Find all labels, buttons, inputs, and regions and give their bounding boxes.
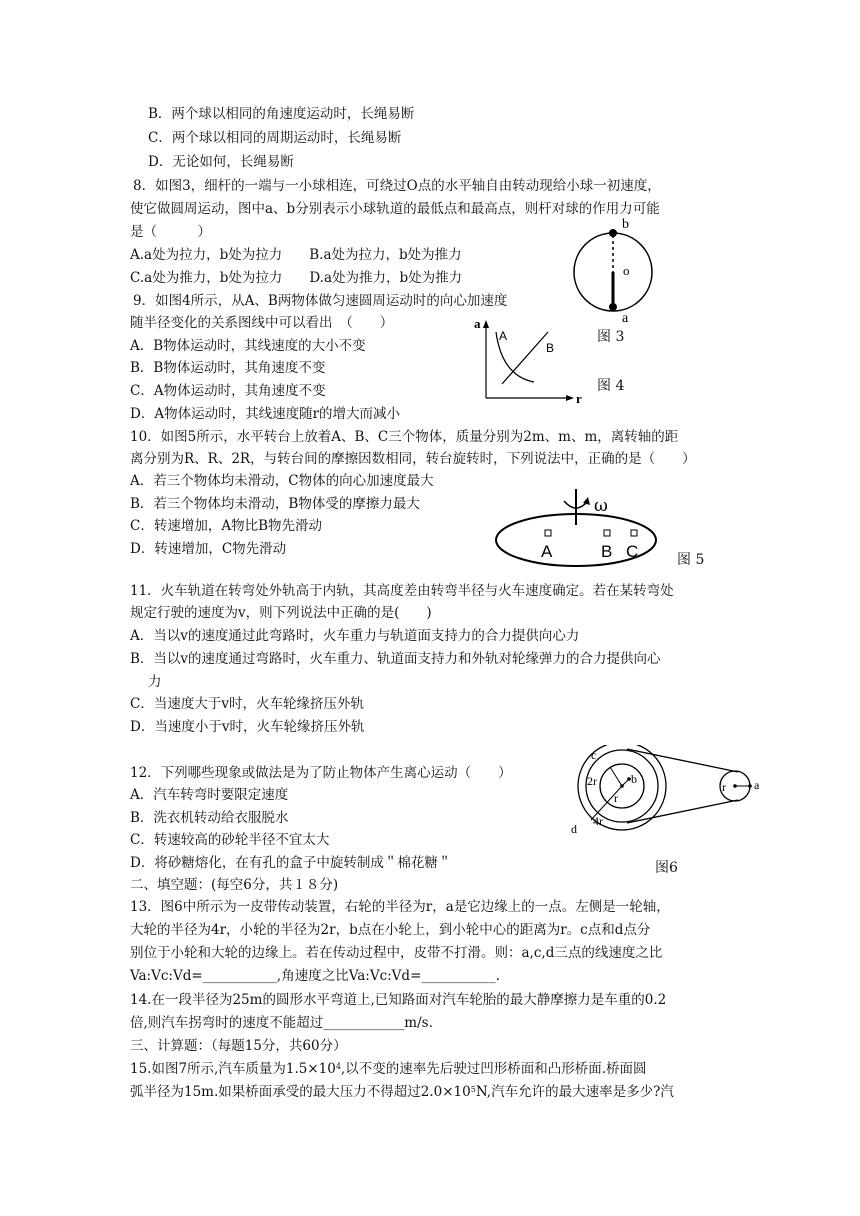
q13-line-2: 大轮的半径为4r，小轮的半径为2r，b点在小轮上，到小轮中心的距离为r。c点和d点分 [130,922,651,938]
ball-bottom [609,303,617,311]
label-4r: 4r [593,814,603,828]
y-axis-arrow [483,320,489,328]
radius-r-line [622,779,629,786]
q12-line-1: 12．下列哪些现象或做法是为了防止物体产生离心运动（ ） [130,765,512,781]
q9-line-2: 随半径变化的关系图线中可以看出 （ ） [130,315,394,331]
figure-3 [560,212,670,332]
q15-line-2-text-b: N,汽车允许的最大速率是多少?汽 [475,1084,674,1100]
rotation-arrow-head [583,497,590,505]
q13-line-4: Va:Vc:Vd=___________,角速度之比Va:Vc:Vd=___________. [130,968,500,984]
q7-option-d: D．无论如何，长绳易断 [148,154,294,170]
q10-option-d: D．转速增加，C物先滑动 [130,541,287,557]
figure-4 [466,316,586,410]
q11-option-b-2: 力 [148,674,162,690]
q8-options-cd: C.a处为推力，b处为拉力 D.a处为推力，b处为推力 [130,270,463,286]
q13-line-1: 13．图6中所示为一皮带传动装置，右轮的半径为r，a是它边缘上的一点。左侧是一轮轴， [130,899,670,915]
object-c-label: C [626,542,639,561]
label-b: b [622,217,629,232]
figure-5 [494,485,664,571]
q7-option-c: C．两个球以相同的周期运动时，长绳易断 [148,130,402,146]
section-3-heading: 三、计算题：（每题15分，共60分） [130,1038,347,1054]
q8-options-ab: A.a处为拉力，b处为拉力 B.a处为拉力，b处为推力 [130,247,462,263]
axis-label-a: a [474,316,481,331]
q11-option-c: C．当速度大于v时，火车轮缘挤压外轨 [130,696,364,712]
q10-option-c: C．转速增加，A物比B物先滑动 [130,518,322,534]
q9-line-1: 9．如图4所示，从A、B两物体做匀速圆周运动时的向心加速度 [133,293,508,309]
label-o: o [623,263,630,278]
q15-exponent-1: 4 [335,1062,341,1071]
q15-line-1-text-b: ,以不变的速率先后驶过凹形桥面和凸形桥面.桥面圆 [340,1061,647,1077]
q11-option-a: A．当以v的速度通过此弯路时，火车重力与轨道面支持力的合力提供向心力 [130,628,580,644]
q9-option-c: C．A物体运动时，其角速度不变 [130,383,326,399]
q8-line-3: 是（ ） [130,224,211,240]
label-c: c [591,748,597,762]
q12-option-a: A．汽车转弯时要限定速度 [130,787,289,803]
label-r-right: r [722,780,726,794]
belt-bottom [627,800,738,823]
figure-4-caption: 图 4 [597,378,625,394]
q11-option-d: D．当速度小于v时，火车轮缘挤压外轨 [130,719,365,735]
q9-option-a: A．B物体运动时，其线速度的大小不变 [130,338,366,354]
curve-label-b: B [546,341,555,355]
q15-line-2 [130,1082,674,1102]
section-2-heading: 二、填空题：(每空6分，共１８分) [130,877,339,893]
q15-line-1-text-a: 15.如图7所示,汽车质量为1.5×10 [130,1061,336,1077]
curve-label-a: A [499,329,508,343]
object-b-label: B [601,542,613,561]
q15-exponent-2: 5 [470,1085,476,1094]
figure-6 [565,745,765,845]
q10-option-a: A．若三个物体均未滑动，C物体的向心加速度最大 [130,473,434,489]
q8-line-2: 使它做圆周运动，图中a、b分别表示小球轨道的最低点和最高点，则杆对球的作用力可能 [130,201,660,217]
x-axis-arrow [566,395,574,401]
radius-2r-line [610,767,622,786]
q12-option-b: B．洗衣机转动给衣服脱水 [130,810,289,826]
label-b: b [631,772,637,786]
q10-option-b: B．若三个物体均未滑动，B物体受的摩擦力最大 [130,496,420,512]
q7-option-b: B．两个球以相同的角速度运动时，长绳易断 [148,106,415,122]
label-d: d [571,822,577,836]
q10-line-2: 离分别为R、R、2R，与转台间的摩擦因数相同，转台旋转时，下列说法中，正确的是（ ） [130,451,696,467]
q9-option-d: D．A物体运动时，其线速度随r的增大而减小 [130,406,401,422]
ball-top [609,229,617,237]
object-a-block [545,530,551,536]
figure-6-caption: 图6 [655,860,678,876]
q12-option-c: C．转速较高的砂轮半径不宜太大 [130,832,330,848]
axis-label-r: r [576,391,582,406]
figure-3-caption: 图 3 [597,329,625,345]
q11-line-2: 规定行驶的速度为v，则下列说法中正确的是( ) [130,605,432,621]
label-a: a [754,778,760,792]
label-a: a [622,311,629,326]
q14-line-1: 14.在一段半径为25m的圆形水平弯道上,已知路面对汽车轮胎的最大静摩擦力是车重的0.2 [130,992,667,1008]
q11-line-1: 11．火车轨道在转弯处外轨高于内轨，其高度差由转弯半径与火车速度确定。若在某转弯处 [130,583,674,599]
q14-line-2: 倍,则汽车拐弯时的速度不能超过____________m/s. [130,1015,433,1031]
omega-label: ω [594,496,608,516]
object-c-block [631,530,637,536]
line-b [502,332,548,384]
q12-option-d: D．将砂糖熔化，在有孔的盒子中旋转制成＂棉花糖＂ [130,855,452,871]
figure-5-caption: 图 5 [677,552,705,568]
q13-line-3: 别位于小轮和大轮的边缘上。若在传动过程中，皮带不打滑。则：a,c,d三点的线速度之比 [130,945,663,961]
q15-line-1 [130,1059,647,1079]
object-b-block [604,530,610,536]
q11-option-b-1: B．当以v的速度通过弯路时，火车重力、轨道面支持力和外轨对轮缘弹力的合力提供向心 [130,651,661,667]
q8-line-1: 8．如图3，细杆的一端与一小球相连，可绕过O点的水平轴自由转动现给小球一初速度， [133,178,661,194]
belt-top [627,749,738,772]
label-r-center: r [614,791,618,805]
object-a-label: A [541,542,553,561]
q15-line-2-text-a: 弧半径为15m.如果桥面承受的最大压力不得超过2.0×10 [130,1084,471,1100]
q9-option-b: B．B物体运动时，其角速度不变 [130,360,326,376]
label-2r: 2r [587,774,597,788]
q10-line-1: 10．如图5所示，水平转台上放着A、B、C三个物体，质量分别为2m、m、m，离转轴的距 [130,429,679,445]
